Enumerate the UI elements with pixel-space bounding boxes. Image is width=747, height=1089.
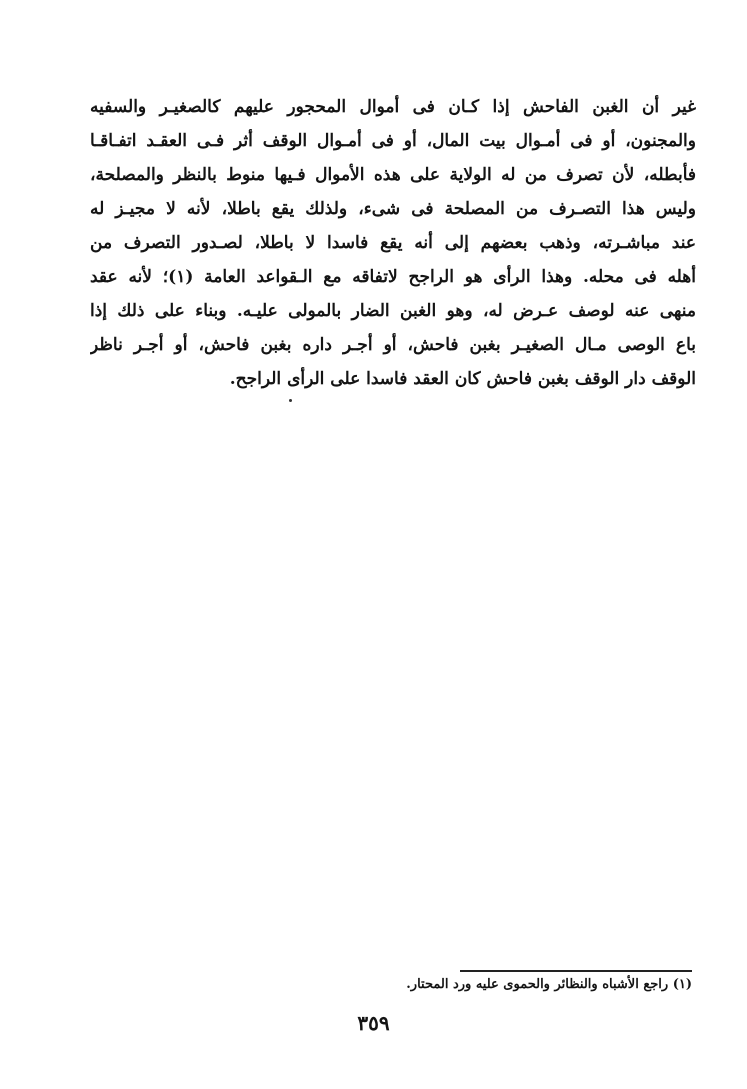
paragraph-line-3: فأبطله، لأن تصرف من له الولاية على هذه الأموال فـيها منوط بالنظر والمصلحة، [90, 165, 696, 185]
ink-speck [289, 399, 292, 402]
page-number: ٣٥٩ [357, 1011, 390, 1035]
paragraph-line-9: الوقف دار الوقف بغبن فاحش كان العقد فاسدا على الرأى الراجح. [229, 369, 696, 389]
paragraph-line-8: باع الوصى مـال الصغيـر بغبن فاحش، أو أجـر داره بغبن فاحش، أو أجـر ناظر [90, 335, 696, 355]
footnote-divider [460, 970, 692, 972]
main-paragraph [90, 90, 696, 396]
footnote: (١) راجع الأشباه والنظائر والحموى عليه ورد المحتار. [406, 977, 692, 992]
paragraph-line-6: أهله فى محله. وهذا الرأى هو الراجح لاتفاقه مع الـقواعد العامة (١)؛ لأنه عقد [90, 267, 696, 287]
paragraph-line-1: غير أن الغبن الفاحش إذا كـان فى أموال المحجور عليهم كالصغيـر والسفيه [90, 97, 696, 117]
paragraph-line-4: وليس هذا التصـرف من المصلحة فى شىء، ولذلك يقع باطلا، لأنه لا مجيـز له [90, 199, 696, 219]
paragraph-line-7: منهى عنه لوصف عـرض له، وهو الغبن الضار بالمولى عليـه. وبناء على ذلك إذا [90, 301, 696, 321]
paragraph-line-5: عند مباشـرته، وذهب بعضهم إلى أنه يقع فاسدا لا باطلا، لصـدور التصرف من [90, 233, 696, 253]
paragraph-line-2: والمجنون، أو فى أمـوال بيت المال، أو فى أمـوال الوقف أثر فـى العقـد اتفـاقـا [90, 131, 696, 151]
